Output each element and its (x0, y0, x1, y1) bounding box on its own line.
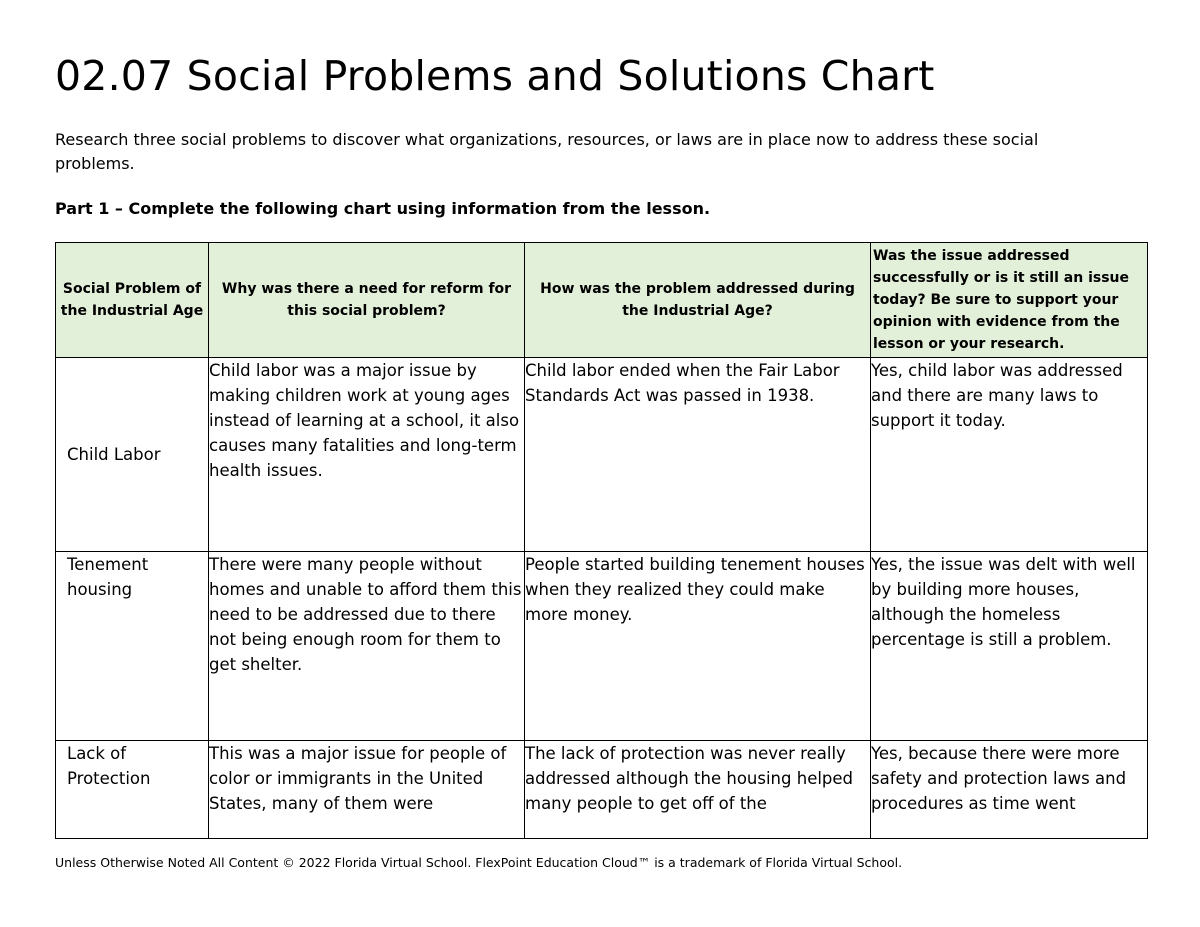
how-addressed-cell (525, 741, 871, 839)
how-addressed-cell: People started building tenement houses when they realized they could make more money. (525, 552, 871, 741)
how-addressed-text: The lack of protection was never really addressed although the housing helped many people to get off of the (525, 744, 854, 813)
success-cell (871, 741, 1148, 839)
reform-need-cell: There were many people without homes and unable to afford them this need to be addressed due to there not being enough room for them to get shelter. (209, 552, 525, 741)
success-cell: Yes, the issue was delt with well by building more houses, although the homeless percentage is still a problem. (871, 552, 1148, 741)
reform-need-text: This was a major issue for people of color or immigrants in the United States, many of them were (209, 744, 507, 813)
header-social-problem: Social Problem of the Industrial Age (56, 243, 209, 358)
problem-text: Lack of Protection (67, 744, 151, 788)
reform-need-cell (209, 741, 525, 839)
page-title: 02.07 Social Problems and Solutions Chart (55, 52, 935, 100)
header-addressed-successfully: Was the issue addressed successfully or is it still an issue today? Be sure to support your opinion with evidence from the lesson or your research. (871, 243, 1148, 358)
header-need-for-reform: Why was there a need for reform for this social problem? (209, 243, 525, 358)
table-row (56, 741, 1148, 839)
intro-text: Research three social problems to discover what organizations, resources, or laws are in place now to address these social problems. (55, 130, 1039, 173)
how-addressed-cell: Child labor ended when the Fair Labor Standards Act was passed in 1938. (525, 358, 871, 552)
header-how-addressed: How was the problem addressed during the Industrial Age? (525, 243, 871, 358)
problem-cell: Tenement housing (56, 552, 209, 741)
problem-cell: Child Labor (56, 358, 209, 552)
success-cell: Yes, child labor was addressed and there are many laws to support it today. (871, 358, 1148, 552)
copyright-footer: Unless Otherwise Noted All Content © 2022 Florida Virtual School. FlexPoint Education Cloud™ is a trademark of Florida Virtual School. (55, 855, 903, 870)
social-problems-chart (55, 242, 1148, 839)
success-text: Yes, because there were more safety and protection laws and procedures as time went (871, 744, 1127, 813)
part-heading: Part 1 – Complete the following chart using information from the lesson. (55, 199, 711, 218)
reform-need-cell: Child labor was a major issue by making children work at young ages instead of learning at a school, it also causes many fatalities and long-term health issues. (209, 358, 525, 552)
table-row (56, 552, 1148, 741)
problem-cell (56, 741, 209, 839)
table-row (56, 358, 1148, 552)
table-header-row (56, 243, 1148, 358)
